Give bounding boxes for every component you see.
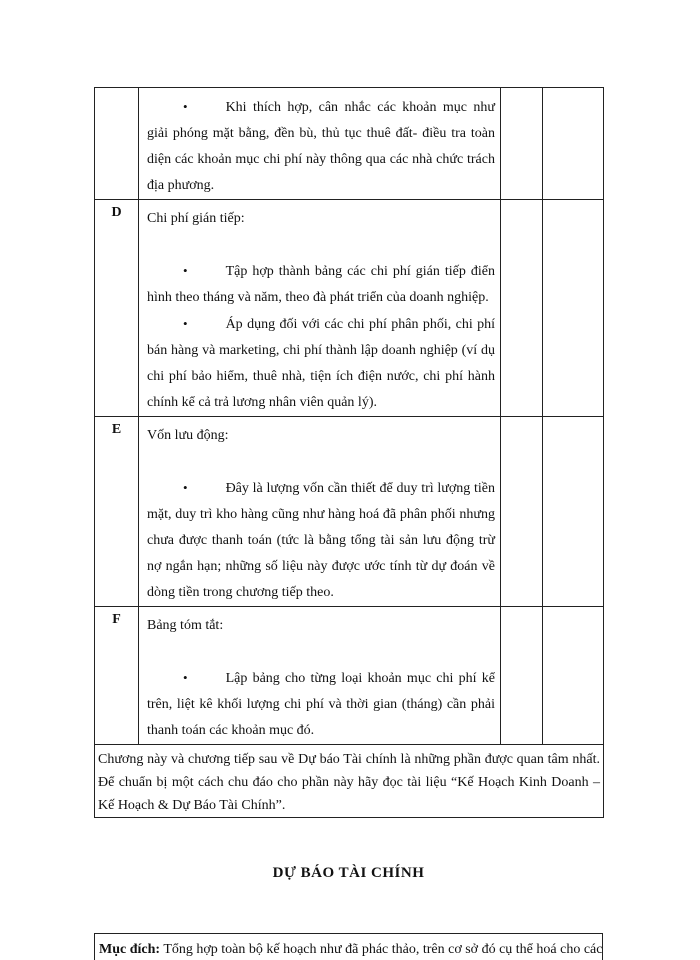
bullet-icon: • [183,316,188,331]
row-label-cell: E [95,417,139,607]
row-content-cell [139,417,501,607]
table-row-d [95,200,604,417]
row-content-cell [139,200,501,417]
empty-check-cell [543,88,604,200]
bullet-paragraph [147,258,495,311]
row-title: Vốn lưu động: [147,428,229,443]
bullet-paragraph [147,94,495,199]
row-content-cell [139,607,501,745]
empty-check-cell [501,200,543,417]
bullet-text: Khi thích hợp, cân nhắc các khoản mục như giải phóng mặt bằng, đền bù, thủ tục thuê đất- điều tra toàn diện các khoản mục chi phí này thông qua các nhà chức trách địa phương. [147,100,495,193]
bullet-text: Áp dụng đối với các chi phí phân phối, chi phí bán hàng và marketing, chi phí thành lập doanh nghiệp (ví dụ chi phí bảo hiểm, thuê nhà, tiện ích điện nước, chi phí hành chính kể cả trả lương nhân viên quản lý). [147,317,495,410]
bullet-paragraph [147,475,495,606]
empty-check-cell [543,607,604,745]
row-title: Chi phí gián tiếp: [147,211,245,226]
cost-items-table [94,87,604,818]
bullet-text: Lập bảng cho từng loại khoản mục chi phí kể trên, liệt kê khối lượng chi phí và thời gian (tháng) cần phải thanh toán các khoản mục đó. [147,671,495,738]
empty-check-cell [543,417,604,607]
purpose-paragraph [95,934,602,960]
table-row-continuation [95,88,604,200]
purpose-box [94,933,603,960]
bullet-icon: • [183,99,188,114]
bullet-paragraph [147,665,495,744]
purpose-body-text: Tổng hợp toàn bộ kế hoạch như đã phác thảo, trên cơ sở đó cụ thể hoá cho các [163,942,603,957]
row-title: Bảng tóm tắt: [147,618,224,633]
empty-check-cell [501,607,543,745]
empty-check-cell [501,88,543,200]
row-label-cell [95,88,139,200]
row-label-cell: F [95,607,139,745]
row-content-cell [139,88,501,200]
empty-check-cell [543,200,604,417]
table-row-f [95,607,604,745]
row-label-cell: D [95,200,139,417]
purpose-label: Mục đích: [99,942,161,957]
bullet-icon: • [183,263,188,278]
table-footer-note: Chương này và chương tiếp sau về Dự báo Tài chính là những phần được quan tâm nhất. Để chuẩn bị một cách chu đáo cho phần này hãy đọc tài liệu “Kế Hoạch Kinh Doanh – Kế Hoạch & Dự Báo Tài Chính”. [95,745,604,818]
bullet-paragraph [147,311,495,416]
table-row-e [95,417,604,607]
bullet-text: Tập hợp thành bảng các chi phí gián tiếp điển hình theo tháng và năm, theo đà phát triển của doanh nghiệp. [147,264,495,305]
bullet-text: Đây là lượng vốn cần thiết để duy trì lượng tiền mặt, duy trì kho hàng cũng như hàng hoá đã phân phối nhưng chưa được thanh toán (tức là bằng tổng tài sản lưu động trừ nợ ngắn hạn; những số liệu này được ước tính từ dự đoán về dòng tiền trong chương tiếp theo. [147,481,495,600]
bullet-icon: • [183,480,188,495]
table-footer-row [95,745,604,818]
empty-check-cell [501,417,543,607]
bullet-icon: • [183,670,188,685]
section-heading: DỰ BÁO TÀI CHÍNH [272,865,425,881]
